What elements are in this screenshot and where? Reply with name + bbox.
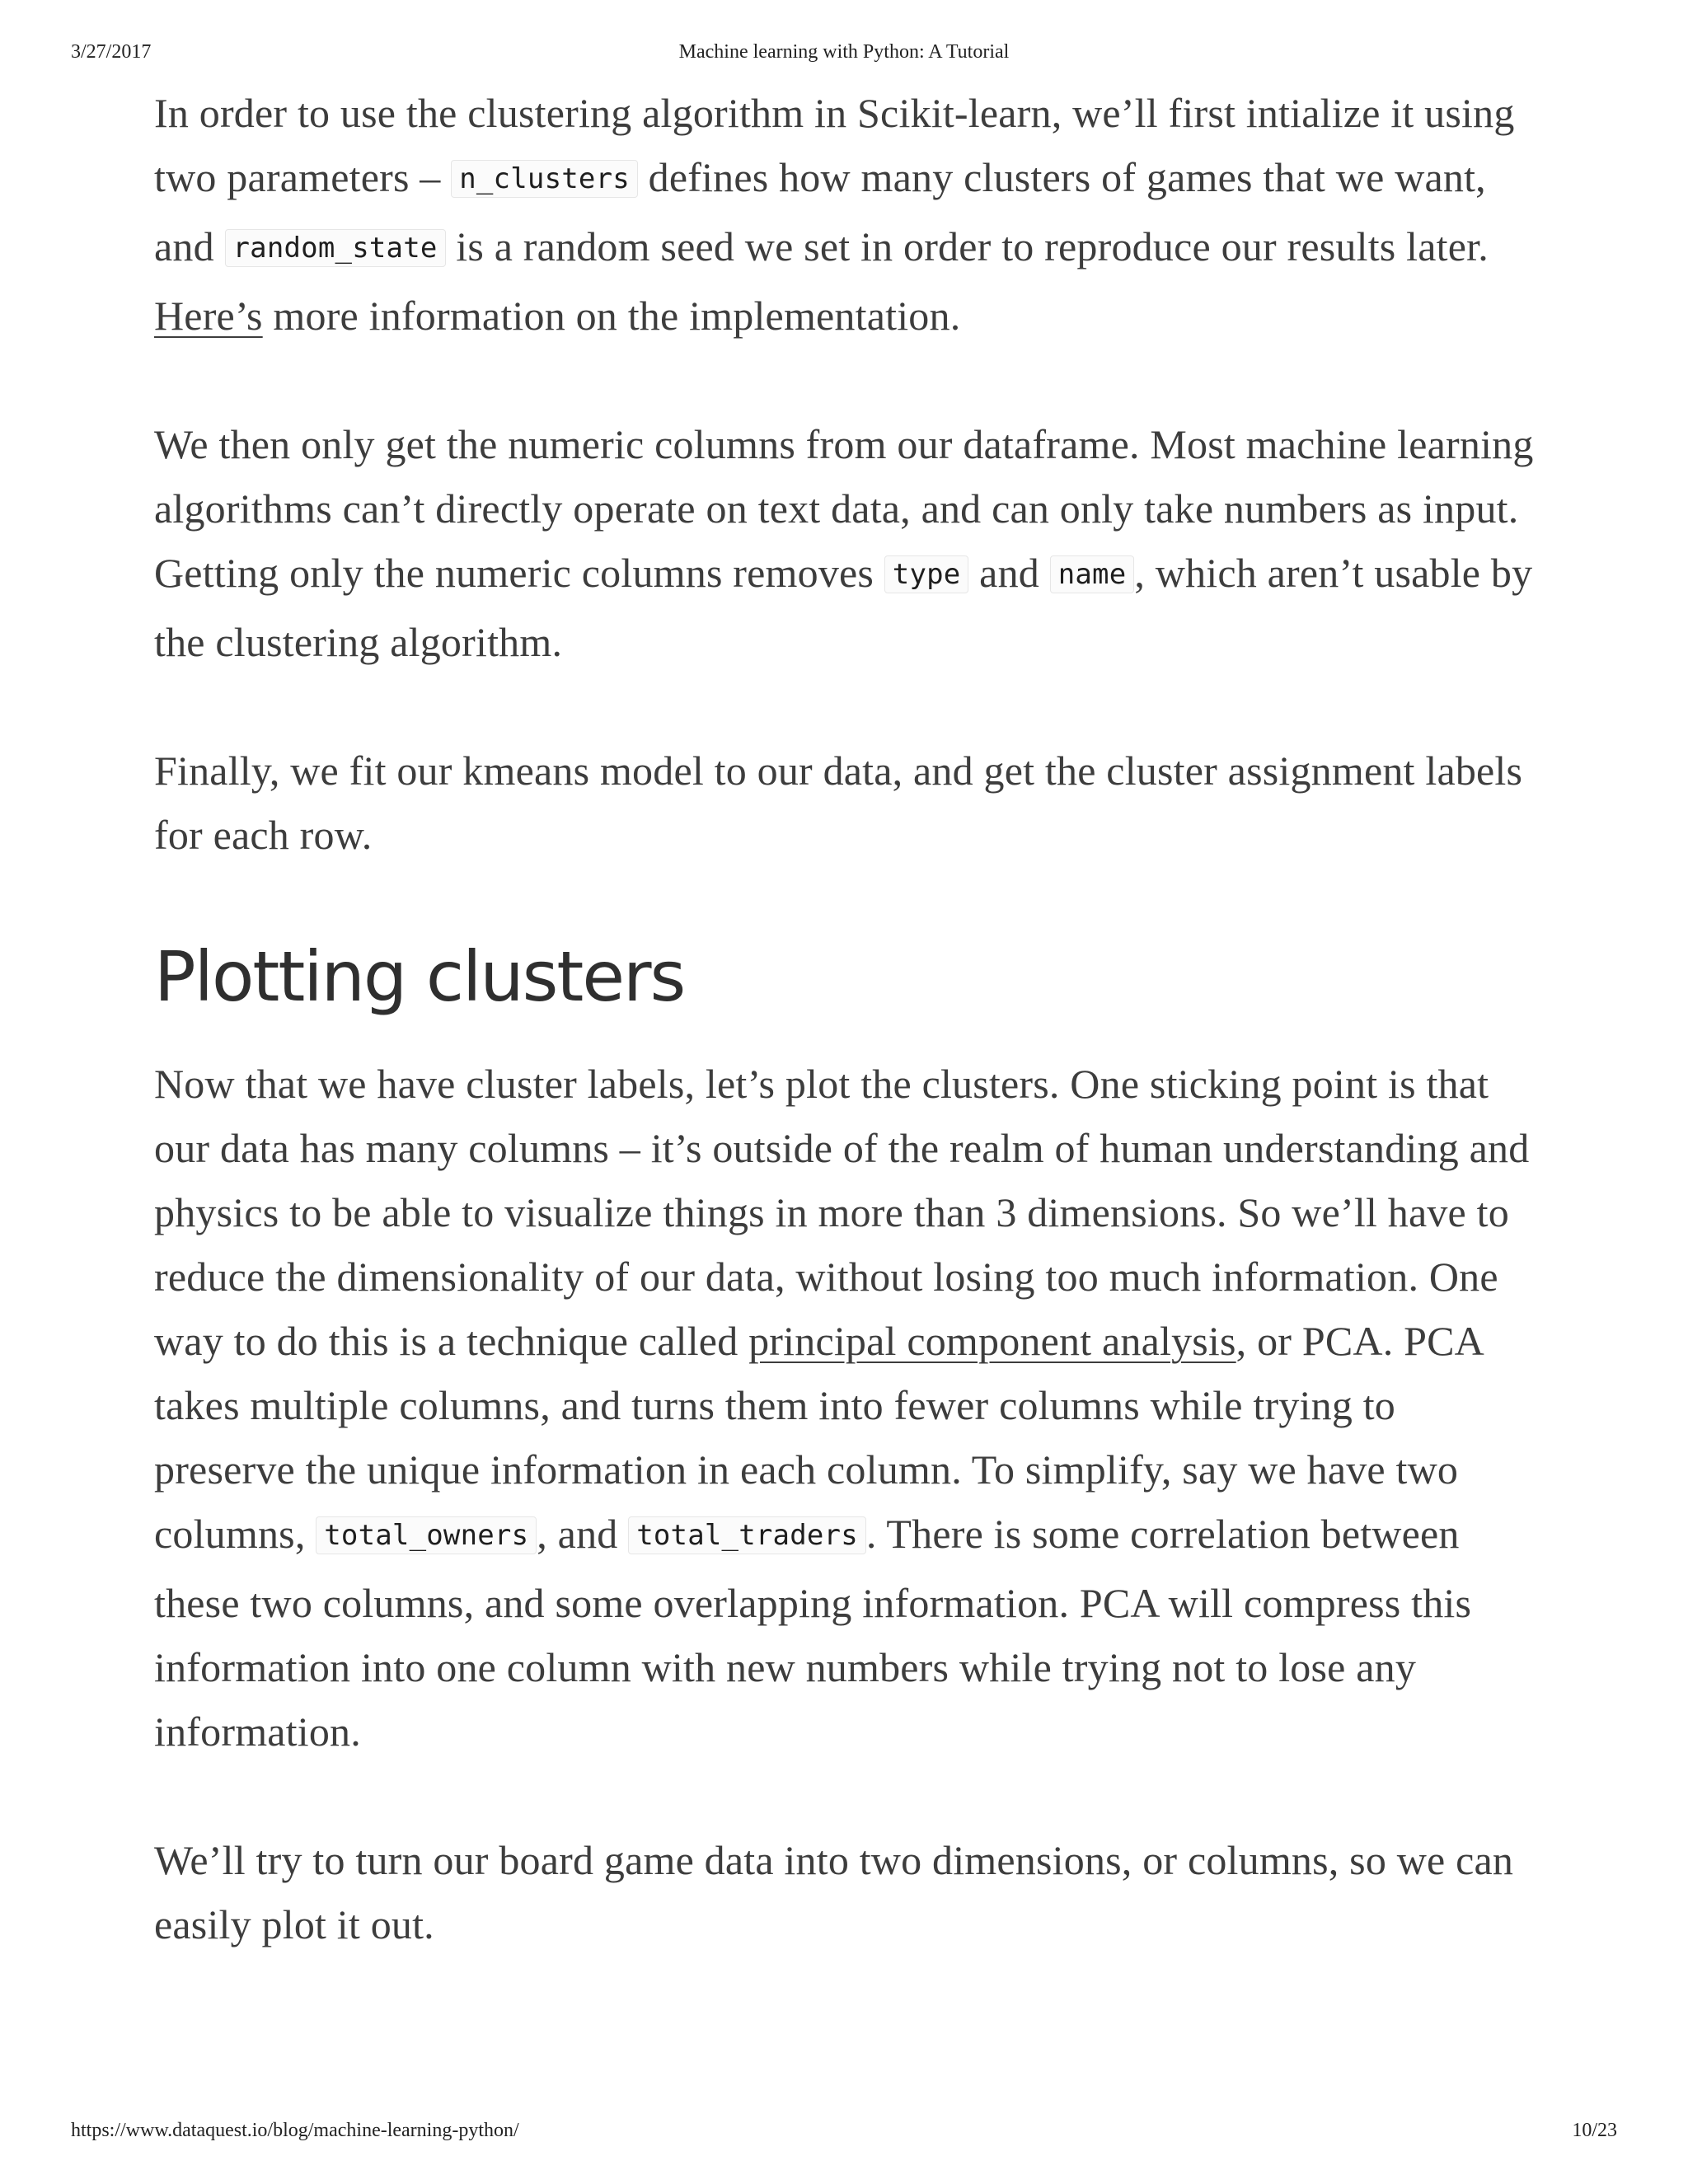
print-url: https://www.dataquest.io/blog/machine-learning-python/ [71, 2120, 519, 2141]
text: , and [537, 1511, 629, 1557]
print-page-title: Machine learning with Python: A Tutorial [678, 41, 1010, 63]
link-principal-component-analysis[interactable]: principal component analysis [748, 1318, 1236, 1364]
paragraph-numeric-columns [154, 412, 1539, 674]
inline-code-total-traders: total_traders [628, 1516, 866, 1554]
text: , or PCA. PCA takes multiple columns, and turns them into fewer columns while trying to preserve the unique information in each column. To simplify, say we have two columns, [154, 1318, 1483, 1557]
paragraph-two-dimensions [154, 1828, 1539, 1957]
print-date: 3/27/2017 [71, 41, 152, 63]
print-page-number: 10/23 [1572, 2120, 1617, 2141]
text: We then only get the numeric columns from our dataframe. Most machine learning algorithms can’t directly operate on text data, and can only take numbers as input. Getting only the numeric columns removes [154, 421, 1534, 596]
section-heading: Plotting clusters [154, 936, 685, 1017]
text: , which aren’t usable by the clustering algorithm. [154, 550, 1533, 665]
text: more information on the implementation. [262, 293, 961, 339]
text: . There is some correlation between these two columns, and some overlapping information. PCA will compress this information into one column with new numbers while trying not to lose any information. [154, 1511, 1472, 1755]
text: is a random seed we set in order to reproduce our results later. [445, 223, 1489, 269]
text: Finally, we fit our kmeans model to our data, and get the cluster assignment labels for each row. [154, 748, 1523, 858]
print-footer [0, 2120, 1688, 2148]
text: We’ll try to turn our board game data into two dimensions, or columns, so we can easily plot it out. [154, 1837, 1514, 1947]
text: Now that we have cluster labels, let’s plot the clusters. One sticking point is that our data has many columns – it’s outside of the realm of human understanding and physics to be able to visualize things in more than 3 dimensions. So we’ll have to reduce the dimensionality of our data, without losing too much information. One way to do this is a technique called [154, 1061, 1530, 1364]
inline-code-n-clusters: n_clusters [451, 160, 638, 198]
inline-code-type: type [884, 555, 969, 593]
paragraph-fit-model [154, 738, 1539, 867]
text: defines how many clusters of games that we want, and [154, 154, 1486, 269]
print-header [0, 41, 1688, 69]
text: In order to use the clustering algorithm in Scikit-learn, we’ll first intialize it using two parameters – [154, 90, 1515, 200]
article-body [154, 81, 1539, 1957]
inline-code-name: name [1050, 555, 1135, 593]
text: and [968, 550, 1050, 596]
paragraph-pca [154, 1052, 1539, 1764]
inline-code-random-state: random_state [225, 229, 446, 267]
inline-code-total-owners: total_owners [316, 1516, 537, 1554]
paragraph-kmeans-init [154, 81, 1539, 348]
link-heres[interactable]: Here’s [154, 293, 263, 339]
